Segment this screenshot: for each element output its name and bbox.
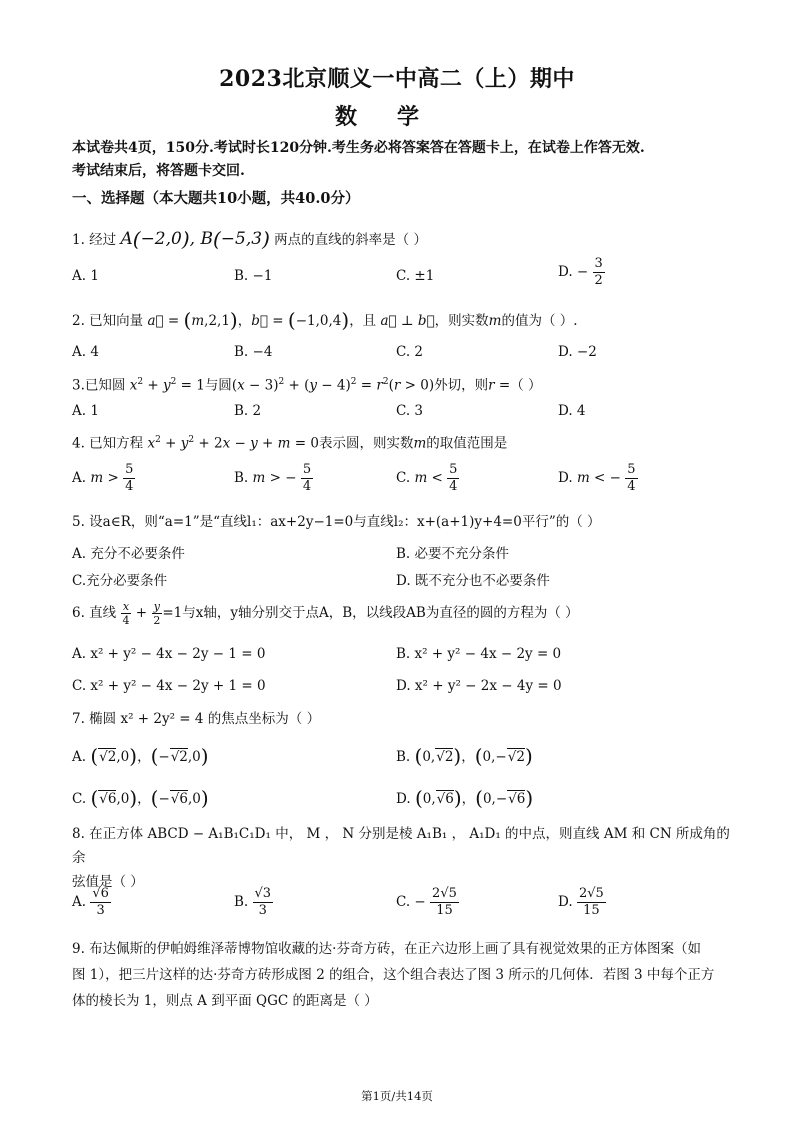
q9-line-2: 图 1），把三片这样的达·芬奇方砖形成图 2 的组合，这个组合表达了图 3 所示的几何体．若图 3 中每个正方 [72,967,715,983]
q4-option-d: D. m < − $\frac{5}{4}$ [558,462,636,494]
q3-option-b: B. 2 [234,403,262,419]
q4-option-a: A. m > $\frac{5}{4}$ [72,462,134,494]
q5-option-b: B. 必要不充分条件 [396,546,510,562]
q7-option-c: C. (√6,0)，(−√6,0) [72,786,209,810]
q9-line-1: 9. 布达佩斯的伊帕姆维泽蒂博物馆收藏的达·芬奇方砖，在正六边形上画了具有视觉效果的正方体图案（如 [72,941,701,957]
q9-line-3: 体的棱长为 1，则点 A 到平面 QGC 的距离是（ ） [72,993,378,1009]
q8-options [72,886,732,926]
question-7: 7. 椭圆 x² + 2y² = 4 的焦点坐标为（ ） [72,711,321,727]
q8-option-c: C. − $\frac{2√5}{15}$ [396,886,457,918]
q3-option-d: D. 4 [558,403,586,419]
instruction-line-1: 本试卷共4页，150分.考试时长120分钟.考生务必将答案答在答题卡上，在试卷上作答无效. [72,140,645,156]
instruction-line-2: 考试结束后，将答题卡交回. [72,163,245,179]
question-5: 5. 设a∈R，则“a=1”是“直线l₁：ax+2y−1=0与直线l₂：x+(a+1)y+4=0平行”的（ ） [72,514,601,530]
exam-title: 2023北京顺义一中高二（上）期中 [219,66,575,92]
q1-option-d: D. − $\frac{3}{2}$ [558,256,603,288]
q7-option-d: D. (0,√6)，(0,−√6) [396,786,534,810]
q1-prefix: 1. 经过 [72,232,117,248]
q8-option-a: A. $\frac{√6}{3}$ [72,886,109,918]
q7-options-row-1 [72,744,732,768]
question-6: 6. 直线 $\frac{x}{4}$ + $\frac{y}{2}$ =1与x轴，y轴分别交于点A，B，以线段AB为直径的圆的方程为（ ） [72,600,579,627]
q7-option-b: B. (0,√2)，(0,−√2) [396,744,533,768]
q1-option-c: C. ±1 [396,268,435,284]
q2-option-c: C. 2 [396,344,424,360]
q3-option-a: A. 1 [72,403,99,419]
q5-option-d: D. 既不充分也不必要条件 [396,573,550,589]
q3-options [72,403,732,423]
q3-option-c: C. 3 [396,403,424,419]
q2-option-d: D. −2 [558,344,597,360]
q8-option-d: D. $\frac{2√5}{15}$ [558,886,604,918]
question-8 [72,822,732,894]
q2-options [72,344,732,364]
q8-option-b: B. $\frac{√3}{3}$ [234,886,272,918]
q1-suffix: 两点的直线的斜率是（ ） [274,232,427,248]
q7-options-row-2 [72,786,732,810]
q1-option-b: B. −1 [234,268,273,284]
q6-option-b: B. x² + y² − 4x − 2y = 0 [396,646,562,662]
q6-option-d: D. x² + y² − 2x − 4y = 0 [396,678,562,694]
question-4: 4. 已知方程 $x^2 + y^2 + 2x - y + m = 0$表示圆，则实数m的取值范围是 [72,435,508,452]
section-heading: 一、选择题（本大题共10小题，共40.0分） [72,190,360,207]
question-1 [72,227,732,252]
q5-options-row-2 [72,569,732,589]
exam-instructions [72,137,732,183]
q6-option-a: A. x² + y² − 4x − 2y − 1 = 0 [72,646,266,662]
q6-option-c: C. x² + y² − 4x − 2y + 1 = 0 [72,678,266,694]
q8-line-2: 弦值是（ ） [72,874,144,890]
q5-option-c: C.充分必要条件 [72,573,168,589]
q6-options-row-1 [72,646,732,666]
q5-option-a: A. 充分不必要条件 [72,546,185,562]
subject-title: 数学 [334,104,459,130]
q1-points: A(−2,0), B(−5,3) [120,227,270,251]
q4-option-c: C. m < $\frac{5}{4}$ [396,462,458,494]
q8-line-1: 8. 在正方体 ABCD − A₁B₁C₁D₁ 中， M ， N 分别是棱 A₁B₁ ， A₁D₁ 的中点，则直线 AM 和 CN 所成角的余 [72,826,730,866]
q2-option-b: B. −4 [234,344,273,360]
page-footer: 第1页/共14页 [361,1089,433,1103]
q6-options-row-2 [72,678,732,698]
question-3: 3.已知圆 $x^2 + y^2 = 1$与圆$(x - 3)^2 + (y - 4)^2 = r^2(r > 0)$外切，则r =（ ） [72,377,542,394]
question-9 [72,936,732,1014]
q1-options [72,256,732,300]
q2-option-a: A. 4 [72,344,99,360]
q7-option-a: A. (√2,0)，(−√2,0) [72,744,209,768]
q4-options [72,462,732,500]
question-2: 2. 已知向量 a⃗ = (m,2,1)，b⃗ = (−1,0,4)，且 a⃗ ⊥ b⃗，则实数m的值为（ ）. [72,308,578,332]
q4-option-b: B. m > − $\frac{5}{4}$ [234,462,312,494]
q5-options-row-1 [72,542,732,562]
q1-option-a: A. 1 [72,268,99,284]
